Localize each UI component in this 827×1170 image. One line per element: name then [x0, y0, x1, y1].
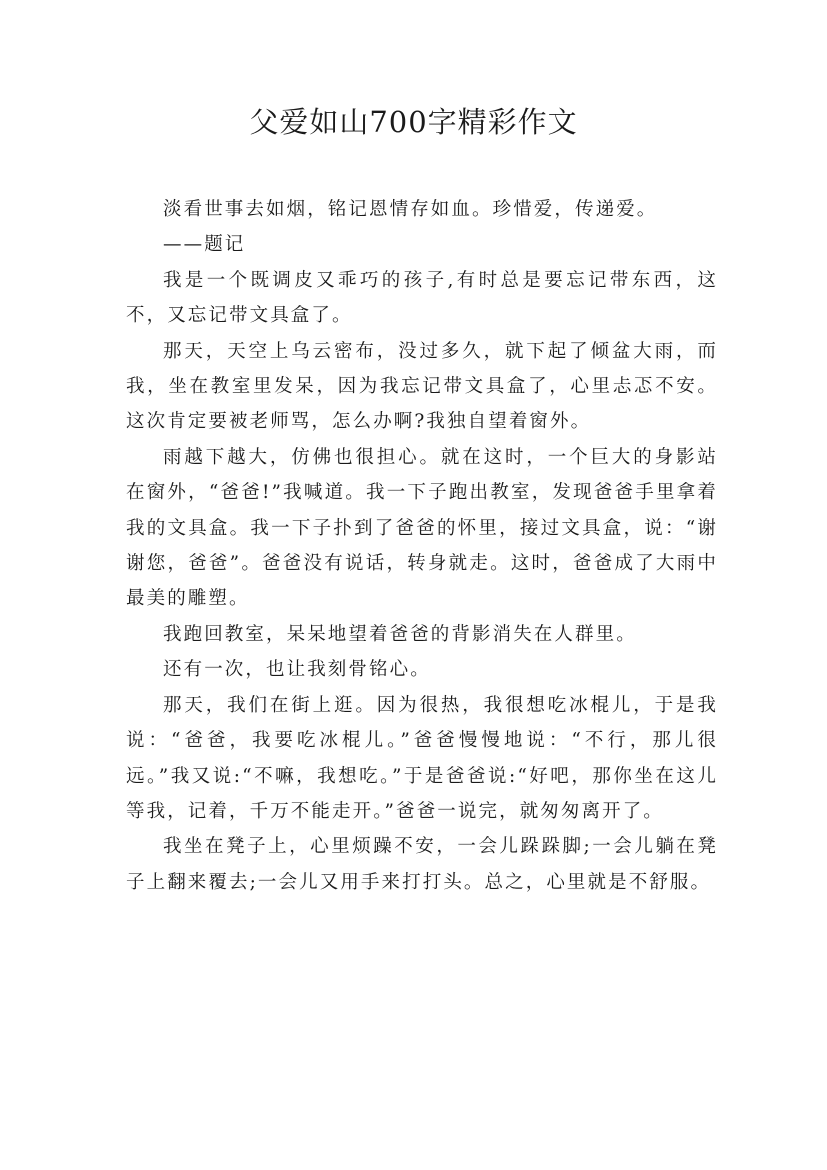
essay-body — [126, 192, 718, 900]
paragraph: 那天，我们在街上逛。因为很热，我很想吃冰棍儿，于是我说：“爸爸，我要吃冰棍儿。”爸爸慢慢地说：“不行，那儿很远。”我又说:“不嘛，我想吃。”于是爸爸说:“好吧，那你坐在这儿等我，记着，千万不能走开。”爸爸一说完，就匆匆离开了。 — [126, 694, 718, 822]
paragraph: 雨越下越大，仿佛也很担心。就在这时，一个巨大的身影站在窗外，“爸爸!”我喊道。我一下子跑出教室，发现爸爸手里拿着我的文具盒。我一下子扑到了爸爸的怀里，接过文具盒，说：“谢谢您，爸爸”。爸爸没有说话，转身就走。这时，爸爸成了大雨中最美的雕塑。 — [126, 446, 718, 610]
paragraph-epigraph: 淡看世事去如烟，铭记恩情存如血。珍惜爱，传递爱。 — [163, 199, 658, 220]
paragraph: 我坐在凳子上，心里烦躁不安，一会儿跺跺脚;一会儿躺在凳子上翻来覆去;一会儿又用手来打打头。总之，心里就是不舒服。 — [126, 836, 718, 893]
paragraph: 我跑回教室，呆呆地望着爸爸的背影消失在人群里。 — [163, 623, 637, 645]
paragraph: 我是一个既调皮又乖巧的孩子,有时总是要忘记带东西，这不，又忘记带文具盒了。 — [126, 269, 718, 327]
paragraph: 那天，天空上乌云密布，没过多久，就下起了倾盆大雨，而我，坐在教室里发呆，因为我忘记带文具盒了，心里忐忑不安。这次肯定要被老师骂，怎么办啊?我独自望着窗外。 — [126, 340, 718, 433]
paragraph: 还有一次，也让我刻骨铭心。 — [163, 659, 431, 681]
paragraph-epigraph-attribution: ——题记 — [163, 234, 246, 256]
document-title: 父爱如山700字精彩作文 — [249, 105, 578, 139]
